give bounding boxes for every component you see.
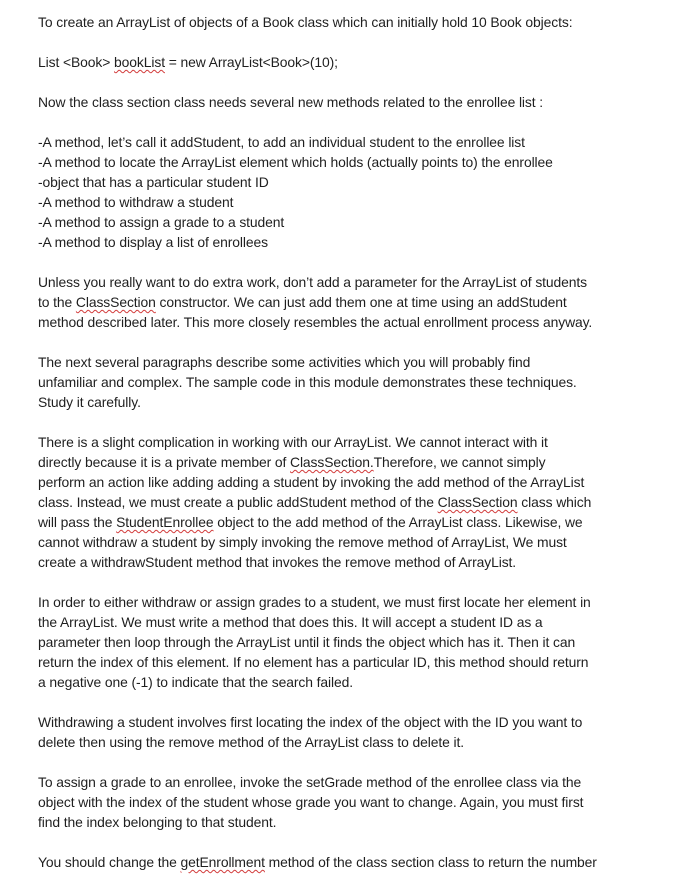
text-line bbox=[38, 492, 638, 512]
text-line: delete then using the remove method of the ArrayList class to delete it. bbox=[38, 734, 464, 750]
text-span: Therefore, we cannot simply bbox=[373, 454, 546, 470]
paragraph bbox=[38, 432, 638, 572]
text-line: The next several paragraphs describe some activities which you will probably find bbox=[38, 354, 531, 370]
text-line bbox=[38, 292, 638, 312]
text-span: You should change the bbox=[38, 854, 181, 870]
spellcheck-word: bookList bbox=[114, 54, 165, 70]
text-span: to the bbox=[38, 294, 76, 310]
spellcheck-word: StudentEnrollee bbox=[116, 514, 214, 530]
text-line: find the index belonging to that student. bbox=[38, 814, 277, 830]
list-item: -A method to locate the ArrayList element which holds (actually points to) the enrollee bbox=[38, 154, 553, 170]
spellcheck-word: ClassSection. bbox=[290, 454, 374, 470]
spacer bbox=[38, 752, 638, 772]
spacer bbox=[38, 412, 638, 432]
spellcheck-word: getEnrollment bbox=[180, 854, 265, 870]
spacer bbox=[38, 832, 638, 852]
text-line: method described later. This more closely resembles the actual enrollment process anyway. bbox=[38, 314, 593, 330]
text-line: the ArrayList. We must write a method that does this. It will accept a student ID as a bbox=[38, 614, 543, 630]
spacer bbox=[38, 112, 638, 132]
code-pre: List <Book> bbox=[38, 54, 115, 70]
document-body bbox=[38, 12, 638, 872]
text-line: To assign a grade to an enrollee, invoke the setGrade method of the enrollee class via the bbox=[38, 774, 582, 790]
list-item: -A method to display a list of enrollees bbox=[38, 234, 268, 250]
spellcheck-word: ClassSection bbox=[437, 494, 518, 510]
spacer bbox=[38, 32, 638, 52]
text-span: directly because it is a private member of bbox=[38, 454, 291, 470]
paragraph bbox=[38, 772, 638, 832]
spacer bbox=[38, 572, 638, 592]
text-line: Study it carefully. bbox=[38, 394, 141, 410]
text-line: a negative one (-1) to indicate that the search failed. bbox=[38, 674, 353, 690]
text-line bbox=[38, 512, 638, 532]
text-line: return the index of this element. If no element has a particular ID, this method should return bbox=[38, 654, 589, 670]
spacer bbox=[38, 692, 638, 712]
text-span: method of the class section class to return the number bbox=[264, 854, 597, 870]
text-span: constructor. We can just add them one at time using an addStudent bbox=[155, 294, 567, 310]
text-line bbox=[38, 852, 638, 872]
code-line bbox=[38, 52, 638, 72]
paragraph bbox=[38, 272, 638, 332]
paragraph bbox=[38, 352, 638, 412]
text-line: Unless you really want to do extra work, don’t add a parameter for the ArrayList of students bbox=[38, 274, 588, 290]
paragraph bbox=[38, 712, 638, 752]
list-item: -A method, let’s call it addStudent, to add an individual student to the enrollee list bbox=[38, 134, 525, 150]
list-item: -A method to withdraw a student bbox=[38, 194, 234, 210]
spacer bbox=[38, 72, 638, 92]
text-line: Withdrawing a student involves first locating the index of the object with the ID you want to bbox=[38, 714, 583, 730]
list-item: -object that has a particular student ID bbox=[38, 174, 269, 190]
text-line: parameter then loop through the ArrayList until it finds the object which has it. Then it can bbox=[38, 634, 576, 650]
text-span: object to the add method of the ArrayList class. Likewise, we bbox=[213, 514, 583, 530]
paragraph bbox=[38, 592, 638, 692]
list-item: -A method to assign a grade to a student bbox=[38, 214, 285, 230]
intro-line: Now the class section class needs several new methods related to the enrollee list : bbox=[38, 94, 544, 110]
text-span: will pass the bbox=[38, 514, 117, 530]
text-line: object with the index of the student whose grade you want to change. Again, you must first bbox=[38, 794, 584, 810]
text-line: unfamiliar and complex. The sample code in this module demonstrates these techniques. bbox=[38, 374, 577, 390]
spacer bbox=[38, 252, 638, 272]
text-span: class. Instead, we must create a public addStudent method of the bbox=[38, 494, 438, 510]
method-list bbox=[38, 132, 638, 252]
paragraph bbox=[38, 852, 638, 872]
text-line: In order to either withdraw or assign grades to a student, we must first locate her element in bbox=[38, 594, 591, 610]
spellcheck-word: ClassSection bbox=[75, 294, 156, 310]
text-line: There is a slight complication in working with our ArrayList. We cannot interact with it bbox=[38, 434, 548, 450]
intro-line: To create an ArrayList of objects of a Book class which can initially hold 10 Book objects: bbox=[38, 14, 573, 30]
text-line bbox=[38, 452, 638, 472]
text-span: class which bbox=[517, 494, 592, 510]
text-line: perform an action like adding adding a student by invoking the add method of the ArrayList bbox=[38, 474, 585, 490]
text-line: create a withdrawStudent method that invokes the remove method of ArrayList. bbox=[38, 554, 517, 570]
text-line: cannot withdraw a student by simply invoking the remove method of ArrayList, We must bbox=[38, 534, 567, 550]
code-post: = new ArrayList<Book>(10); bbox=[164, 54, 338, 70]
spacer bbox=[38, 332, 638, 352]
